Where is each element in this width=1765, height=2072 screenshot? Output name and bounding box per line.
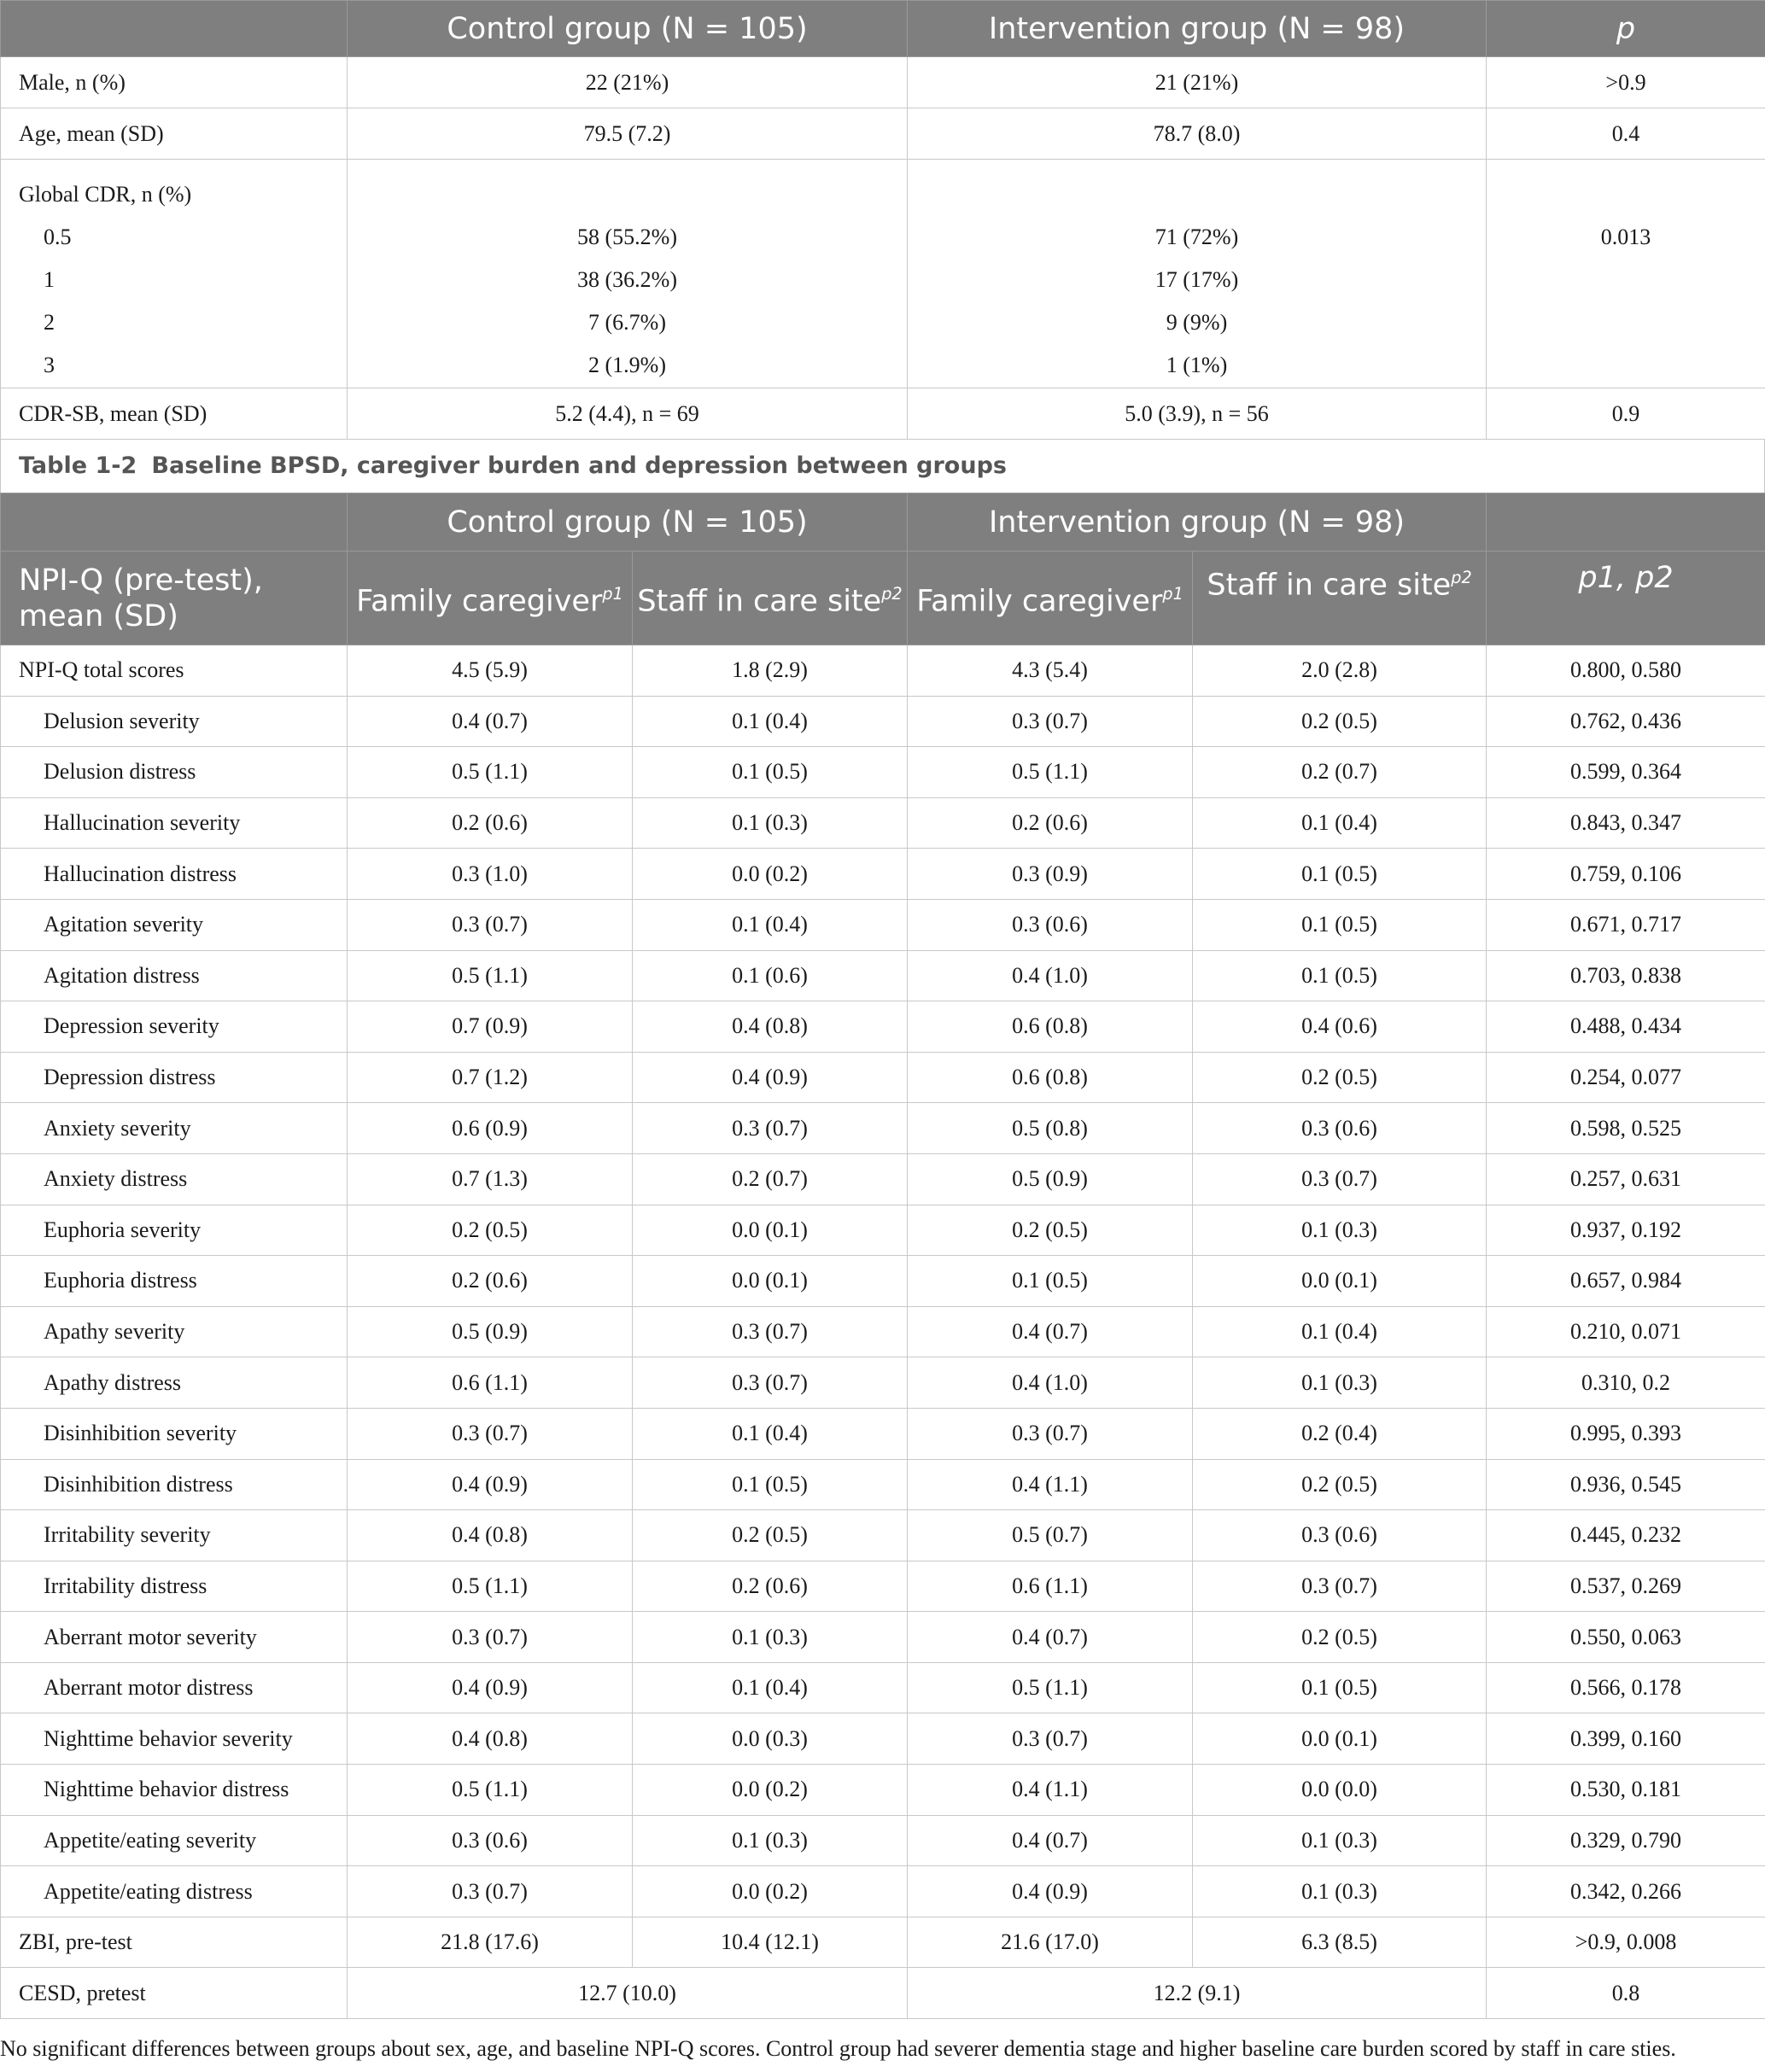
control-family-value: 0.3 (0.7) [348,1408,633,1459]
row-label: Irritability distress [1,1561,348,1612]
control-value: 22 (21%) [348,57,908,108]
row-label: Aberrant motor severity [1,1612,348,1663]
table-row [1,1662,1765,1713]
table-row [1,1917,1765,1968]
intervention-staff-value: 6.3 (8.5) [1193,1917,1487,1968]
control-staff-value: 0.0 (0.1) [633,1205,908,1256]
row-label: Hallucination distress [1,849,348,900]
control-family-value: 0.4 (0.7) [348,696,633,747]
intervention-staff-value: 0.1 (0.4) [1193,1306,1487,1357]
row-label: Nighttime behavior severity [1,1713,348,1765]
control-value: 5.2 (4.4), n = 69 [348,388,908,440]
p-value: 0.4 [1487,108,1765,160]
table-caption [0,440,1765,493]
intervention-staff-value: 0.3 (0.7) [1193,1561,1487,1612]
control-family-value: 0.3 (0.7) [348,899,633,950]
caption-number: Table 1-2 [19,452,137,479]
control-family-value: 0.4 (0.8) [348,1510,633,1561]
table-row [1,1205,1765,1256]
control-family-value: 0.5 (0.9) [348,1306,633,1357]
control-family-value: 0.7 (1.3) [348,1153,633,1205]
intervention-family-value: 0.3 (0.7) [908,1408,1193,1459]
table-row [1,1001,1765,1053]
table-row [1,1103,1765,1154]
cdr-level: 3 [44,353,55,377]
intervention-value: 1 (1%) [1166,353,1228,377]
p-value: 0.8 [1487,1968,1765,2019]
table-row [1,1866,1765,1917]
control-staff-value: 10.4 (12.1) [633,1917,908,1968]
p-value: 0.210, 0.071 [1487,1306,1765,1357]
intervention-staff-value: 2.0 (2.8) [1193,645,1487,697]
header-sup: p2 [1451,568,1472,587]
row-label: Depression distress [1,1052,348,1103]
cdr-level: 0.5 [44,225,72,249]
p-value: 0.530, 0.181 [1487,1765,1765,1816]
control-family-value: 0.2 (0.5) [348,1205,633,1256]
control-value: 2 (1.9%) [588,353,666,377]
intervention-staff-value: 0.1 (0.3) [1193,1866,1487,1917]
control-family-value: 0.6 (0.9) [348,1103,633,1154]
p-value: 0.703, 0.838 [1487,950,1765,1001]
header-sup: p1 [1162,584,1183,604]
control-family-value: 0.2 (0.6) [348,1256,633,1307]
row-label: Apathy severity [1,1306,348,1357]
intervention-staff-value: 0.2 (0.5) [1193,696,1487,747]
npi-table [0,493,1765,2019]
intervention-value: 21 (21%) [908,57,1487,108]
table-row-cesd [1,1968,1765,2019]
intervention-family-value: 0.3 (0.7) [908,1713,1193,1765]
p-value: 0.598, 0.525 [1487,1103,1765,1154]
intervention-family-value: 0.5 (0.9) [908,1153,1193,1205]
intervention-family-value: 0.4 (0.7) [908,1612,1193,1663]
control-family-value: 0.3 (0.6) [348,1815,633,1866]
intervention-family-value: 0.4 (1.0) [908,950,1193,1001]
cdr-level: 2 [44,310,55,335]
control-value: 38 (36.2%) [577,267,677,292]
p-value: 0.762, 0.436 [1487,696,1765,747]
table-row [1,1153,1765,1205]
intervention-value: 5.0 (3.9), n = 56 [908,388,1487,440]
control-staff-value: 0.4 (0.8) [633,1001,908,1053]
table-row [1,1306,1765,1357]
intervention-staff-value: 0.0 (0.1) [1193,1713,1487,1765]
row-label: Anxiety severity [1,1103,348,1154]
intervention-family-value: 4.3 (5.4) [908,645,1193,697]
p-value: 0.9 [1487,388,1765,440]
control-family-value: 21.8 (17.6) [348,1917,633,1968]
table2-header-control-staff [633,552,908,645]
table-row [1,1765,1765,1816]
intervention-staff-value: 0.2 (0.4) [1193,1408,1487,1459]
intervention-staff-value: 0.3 (0.6) [1193,1510,1487,1561]
intervention-family-value: 0.4 (0.9) [908,1866,1193,1917]
p-value: 0.488, 0.434 [1487,1001,1765,1053]
intervention-staff-value: 0.3 (0.7) [1193,1153,1487,1205]
p-value: 0.759, 0.106 [1487,849,1765,900]
table2-header-measure: NPI-Q (pre-test), mean (SD) [1,552,348,645]
intervention-family-value: 21.6 (17.0) [908,1917,1193,1968]
control-staff-value: 0.0 (0.2) [633,849,908,900]
intervention-staff-value: 0.3 (0.6) [1193,1103,1487,1154]
control-family-value: 0.3 (0.7) [348,1866,633,1917]
header-text: Family caregiver [356,584,603,619]
table-row [1,1052,1765,1103]
intervention-staff-value: 0.1 (0.5) [1193,899,1487,950]
intervention-family-value: 0.4 (1.1) [908,1765,1193,1816]
p-value: 0.550, 0.063 [1487,1612,1765,1663]
row-label: Male, n (%) [1,57,348,108]
intervention-staff-value: 0.2 (0.7) [1193,747,1487,798]
table-row [1,1510,1765,1561]
table2-header-control-family [348,552,633,645]
intervention-family-value: 0.6 (1.1) [908,1561,1193,1612]
intervention-family-value: 0.6 (0.8) [908,1001,1193,1053]
row-label: ZBI, pre-test [1,1917,348,1968]
p-value: 0.254, 0.077 [1487,1052,1765,1103]
intervention-family-value: 0.3 (0.6) [908,899,1193,950]
p-value: 0.310, 0.2 [1487,1357,1765,1409]
intervention-family-value: 0.5 (1.1) [908,747,1193,798]
p-value: 0.537, 0.269 [1487,1561,1765,1612]
table-row [1,899,1765,950]
control-family-value: 4.5 (5.9) [348,645,633,697]
p-value: 0.013 [1600,225,1651,249]
control-staff-value: 0.3 (0.7) [633,1357,908,1409]
p-value: 0.657, 0.984 [1487,1256,1765,1307]
control-family-value: 0.3 (1.0) [348,849,633,900]
control-value: 58 (55.2%) [577,225,677,249]
table-row [1,1357,1765,1409]
cdr-level: 1 [44,267,55,292]
control-family-value: 0.5 (1.1) [348,1561,633,1612]
row-label: Anxiety distress [1,1153,348,1205]
control-staff-value: 0.0 (0.1) [633,1256,908,1307]
control-family-value: 0.4 (0.9) [348,1459,633,1510]
table1-header-row [1,1,1765,57]
table-row [1,696,1765,747]
row-label: Agitation severity [1,899,348,950]
table1-header-intervention: Intervention group (N = 98) [908,1,1487,57]
control-staff-value: 0.1 (0.5) [633,747,908,798]
table-row-cdr-sb [1,388,1765,440]
intervention-family-value: 0.4 (1.1) [908,1459,1193,1510]
p-value: >0.9 [1487,57,1765,108]
row-label: Aberrant motor distress [1,1662,348,1713]
control-staff-value: 0.0 (0.2) [633,1765,908,1816]
intervention-staff-value: 0.1 (0.5) [1193,950,1487,1001]
table-row [1,1561,1765,1612]
control-staff-value: 0.3 (0.7) [633,1103,908,1154]
intervention-staff-value: 0.0 (0.0) [1193,1765,1487,1816]
row-label: Global CDR, n (%) [19,182,192,207]
header-sup: p2 [881,584,903,604]
table-row [1,1459,1765,1510]
p-value: 0.445, 0.232 [1487,1510,1765,1561]
intervention-staff-value: 0.1 (0.4) [1193,797,1487,849]
intervention-family-value: 0.3 (0.9) [908,849,1193,900]
row-label: Apathy distress [1,1357,348,1409]
intervention-family-value: 0.1 (0.5) [908,1256,1193,1307]
control-value: 12.7 (10.0) [348,1968,908,2019]
p-value: 0.936, 0.545 [1487,1459,1765,1510]
intervention-family-value: 0.5 (0.7) [908,1510,1193,1561]
p-value: 0.399, 0.160 [1487,1713,1765,1765]
table2-header-control: Control group (N = 105) [348,493,908,552]
table-footnote: No significant differences between groups about sex, age, and baseline NPI-Q scores. Control group had severer dementia stage and higher baseline care burden scored by staff in care sties. [0,2036,1676,2061]
control-staff-value: 0.1 (0.4) [633,1408,908,1459]
row-label: CDR-SB, mean (SD) [1,388,348,440]
control-staff-value: 0.1 (0.4) [633,1662,908,1713]
table2-header-intervention-family [908,552,1193,645]
p-value: 0.843, 0.347 [1487,797,1765,849]
table-row [1,849,1765,900]
table-row [1,1713,1765,1765]
intervention-family-value: 0.5 (0.8) [908,1103,1193,1154]
table-row [1,1408,1765,1459]
table-row [1,1256,1765,1307]
control-staff-value: 0.1 (0.3) [633,1815,908,1866]
control-staff-value: 0.1 (0.3) [633,797,908,849]
table2-sub-header-row [1,552,1765,645]
control-staff-value: 1.8 (2.9) [633,645,908,697]
control-staff-value: 0.1 (0.3) [633,1612,908,1663]
control-staff-value: 0.0 (0.2) [633,1866,908,1917]
row-label: Age, mean (SD) [1,108,348,160]
demographics-table [0,0,1765,440]
intervention-family-value: 0.3 (0.7) [908,696,1193,747]
row-label: Agitation distress [1,950,348,1001]
intervention-family-value: 0.2 (0.6) [908,797,1193,849]
intervention-value: 78.7 (8.0) [908,108,1487,160]
table2-header-p: p1, p2 [1487,552,1765,645]
table2-header-p-blank [1487,493,1765,552]
intervention-family-value: 0.4 (1.0) [908,1357,1193,1409]
header-text: Staff in care site [1207,568,1452,603]
intervention-value: 71 (72%) [1154,225,1239,249]
table-row [1,797,1765,849]
control-staff-value: 0.1 (0.4) [633,696,908,747]
intervention-family-value: 0.4 (0.7) [908,1306,1193,1357]
row-label: Nighttime behavior distress [1,1765,348,1816]
intervention-family-value: 0.5 (1.1) [908,1662,1193,1713]
table1-header-blank [1,1,348,57]
control-family-value: 0.6 (1.1) [348,1357,633,1409]
table-row-male [1,57,1765,108]
p-value: 0.937, 0.192 [1487,1205,1765,1256]
control-value: 79.5 (7.2) [348,108,908,160]
row-label: Euphoria distress [1,1256,348,1307]
table-row [1,1612,1765,1663]
table2-header-blank [1,493,348,552]
control-staff-value: 0.2 (0.5) [633,1510,908,1561]
p-value: 0.800, 0.580 [1487,645,1765,697]
header-text: Family caregiver [916,584,1163,619]
intervention-staff-value: 0.1 (0.5) [1193,1662,1487,1713]
table-row [1,1815,1765,1866]
intervention-family-value: 0.2 (0.5) [908,1205,1193,1256]
row-label: Depression severity [1,1001,348,1053]
p-value: 0.566, 0.178 [1487,1662,1765,1713]
global-cdr-p-cell [1487,160,1765,388]
control-staff-value: 0.3 (0.7) [633,1306,908,1357]
control-staff-value: 0.2 (0.7) [633,1153,908,1205]
p-value: 0.599, 0.364 [1487,747,1765,798]
row-label: Disinhibition severity [1,1408,348,1459]
p-value: 0.995, 0.393 [1487,1408,1765,1459]
control-family-value: 0.3 (0.7) [348,1612,633,1663]
table2-group-header-row [1,493,1765,552]
intervention-staff-value: 0.0 (0.1) [1193,1256,1487,1307]
table1-header-control: Control group (N = 105) [348,1,908,57]
row-label: Hallucination severity [1,797,348,849]
p-value: 0.342, 0.266 [1487,1866,1765,1917]
row-label: Disinhibition distress [1,1459,348,1510]
row-label: Delusion severity [1,696,348,747]
p-value: 0.257, 0.631 [1487,1153,1765,1205]
control-family-value: 0.4 (0.8) [348,1713,633,1765]
intervention-staff-value: 0.2 (0.5) [1193,1459,1487,1510]
intervention-staff-value: 0.4 (0.6) [1193,1001,1487,1053]
row-label: Irritability severity [1,1510,348,1561]
header-text: Staff in care site [637,584,882,619]
control-family-value: 0.5 (1.1) [348,747,633,798]
control-family-value: 0.7 (0.9) [348,1001,633,1053]
table1-header-p: p [1487,1,1765,57]
intervention-value: 9 (9%) [1166,310,1228,335]
row-label: Appetite/eating distress [1,1866,348,1917]
control-staff-value: 0.1 (0.5) [633,1459,908,1510]
global-cdr-label-cell [1,160,348,388]
control-staff-value: 0.4 (0.9) [633,1052,908,1103]
control-staff-value: 0.1 (0.4) [633,899,908,950]
row-label: Delusion distress [1,747,348,798]
control-family-value: 0.4 (0.9) [348,1662,633,1713]
global-cdr-intervention-cell [908,160,1487,388]
p-value: >0.9, 0.008 [1487,1917,1765,1968]
table2-header-intervention-staff [1193,552,1487,645]
control-family-value: 0.7 (1.2) [348,1052,633,1103]
intervention-staff-value: 0.1 (0.5) [1193,849,1487,900]
table-row-age [1,108,1765,160]
intervention-family-value: 0.4 (0.7) [908,1815,1193,1866]
control-value: 7 (6.7%) [588,310,666,335]
row-label: Appetite/eating severity [1,1815,348,1866]
header-sup: p1 [602,584,623,604]
control-staff-value: 0.2 (0.6) [633,1561,908,1612]
control-staff-value: 0.1 (0.6) [633,950,908,1001]
intervention-staff-value: 0.1 (0.3) [1193,1205,1487,1256]
table-row [1,950,1765,1001]
p-value: 0.329, 0.790 [1487,1815,1765,1866]
control-staff-value: 0.0 (0.3) [633,1713,908,1765]
control-family-value: 0.2 (0.6) [348,797,633,849]
intervention-staff-value: 0.1 (0.3) [1193,1815,1487,1866]
intervention-value: 12.2 (9.1) [908,1968,1487,2019]
row-label: NPI-Q total scores [1,645,348,697]
table-row [1,645,1765,697]
intervention-family-value: 0.6 (0.8) [908,1052,1193,1103]
control-family-value: 0.5 (1.1) [348,1765,633,1816]
row-label: CESD, pretest [1,1968,348,2019]
control-family-value: 0.5 (1.1) [348,950,633,1001]
intervention-staff-value: 0.2 (0.5) [1193,1612,1487,1663]
intervention-value: 17 (17%) [1154,267,1239,292]
row-label: Euphoria severity [1,1205,348,1256]
intervention-staff-value: 0.2 (0.5) [1193,1052,1487,1103]
table2-header-intervention: Intervention group (N = 98) [908,493,1487,552]
table-row-global-cdr [1,160,1765,388]
p-value: 0.671, 0.717 [1487,899,1765,950]
intervention-staff-value: 0.1 (0.3) [1193,1357,1487,1409]
table-row [1,747,1765,798]
npi-rows [1,645,1765,1968]
caption-text: Baseline BPSD, caregiver burden and depression between groups [151,452,1007,479]
global-cdr-control-cell [348,160,908,388]
